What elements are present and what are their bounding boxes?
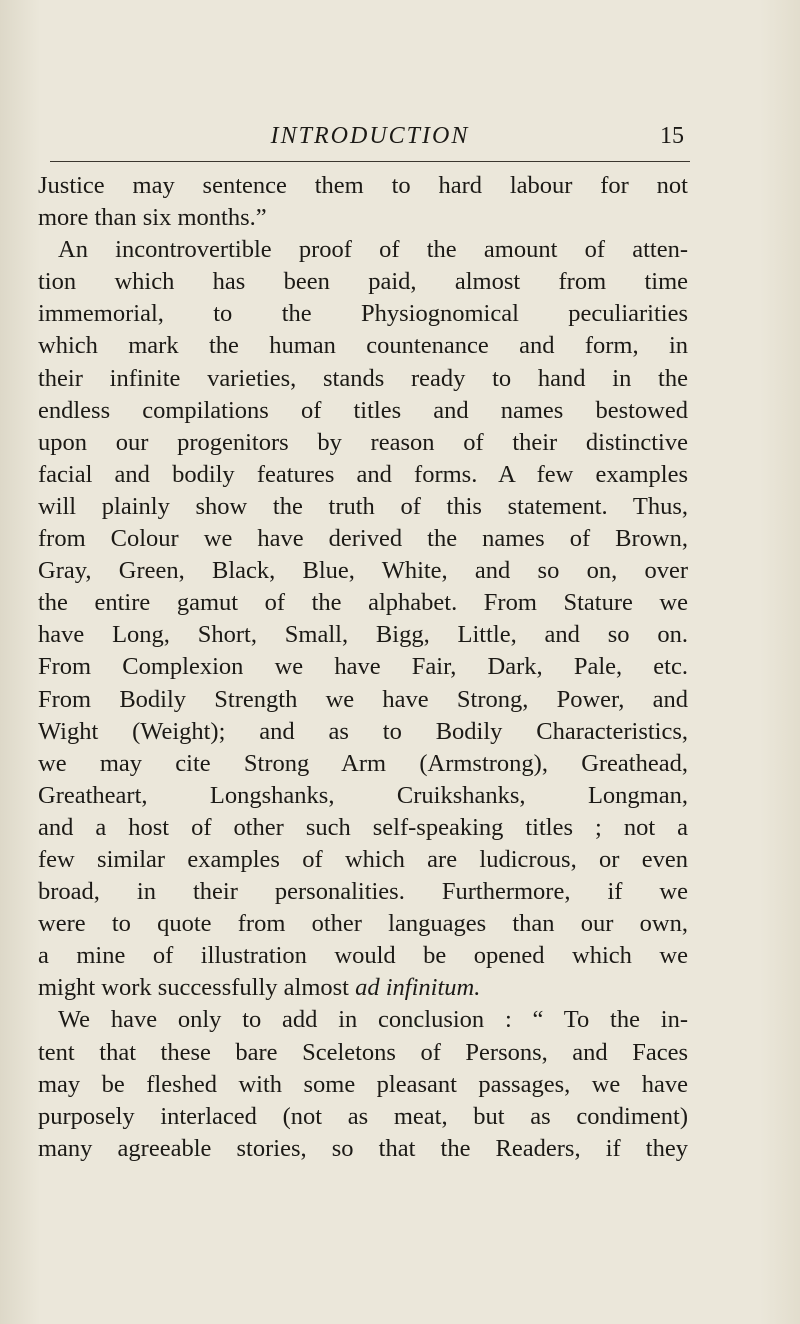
text-line: which mark the human countenance and form, in	[38, 332, 688, 360]
text-line: may be fleshed with some pleasant passages, we have	[38, 1070, 688, 1098]
text-line: we may cite Strong Arm (Armstrong), Greathead,	[38, 749, 688, 777]
text-line: tion which has been paid, almost from time	[38, 268, 688, 296]
text-line: From Complexion we have Fair, Dark, Pale, etc.	[38, 653, 688, 681]
text-line: tent that these bare Sceletons of Persons, and Faces	[38, 1038, 688, 1066]
running-head	[50, 121, 690, 162]
text-line: broad, in their personalities. Furthermore, if we	[38, 878, 688, 906]
text-line: From Bodily Strength we have Strong, Power, and	[38, 685, 688, 713]
text-line: Wight (Weight); and as to Bodily Characteristics,	[38, 717, 688, 745]
text-line: a mine of illustration would be opened which we	[38, 942, 688, 970]
text-line	[38, 972, 688, 1004]
text-line: facial and bodily features and forms. A few examples	[38, 460, 688, 488]
running-title: INTRODUCTION	[270, 123, 470, 149]
text-line: have Long, Short, Small, Bigg, Little, and so on.	[38, 621, 688, 649]
text-line: many agreeable stories, so that the Readers, if they	[38, 1134, 688, 1162]
text-line: their infinite varieties, stands ready to hand in the	[38, 364, 688, 392]
text-line: and a host of other such self-speaking titles ; not a	[38, 813, 688, 841]
text-line: immemorial, to the Physiognomical peculiarities	[38, 300, 688, 328]
text-line: endless compilations of titles and names bestowed	[38, 396, 688, 424]
text-line: An incontrovertible proof of the amount of atten-	[58, 236, 688, 264]
text-line: will plainly show the truth of this statement. Thus,	[38, 492, 688, 520]
text-line: upon our progenitors by reason of their distinctive	[38, 428, 688, 456]
text-line: Gray, Green, Black, Blue, White, and so on, over	[38, 557, 688, 585]
text-line: from Colour we have derived the names of Brown,	[38, 525, 688, 553]
text-line: more than six months.”	[38, 204, 267, 232]
body-text	[38, 170, 688, 1165]
text-line-prefix: might work successfully almost	[38, 974, 356, 1002]
page-number: 15	[660, 123, 684, 149]
latin-phrase: ad infinitum.	[355, 974, 481, 1002]
text-line: We have only to add in conclusion : “ To the in-	[58, 1006, 688, 1034]
text-line: Justice may sentence them to hard labour for not	[38, 172, 688, 199]
text-line: Greatheart, Longshanks, Cruikshanks, Longman,	[38, 781, 688, 809]
text-line: were to quote from other languages than our own,	[38, 910, 688, 938]
text-line: the entire gamut of the alphabet. From Stature we	[38, 589, 688, 617]
text-line: purposely interlaced (not as meat, but as condiment)	[38, 1102, 688, 1130]
text-line: few similar examples of which are ludicrous, or even	[38, 845, 688, 873]
